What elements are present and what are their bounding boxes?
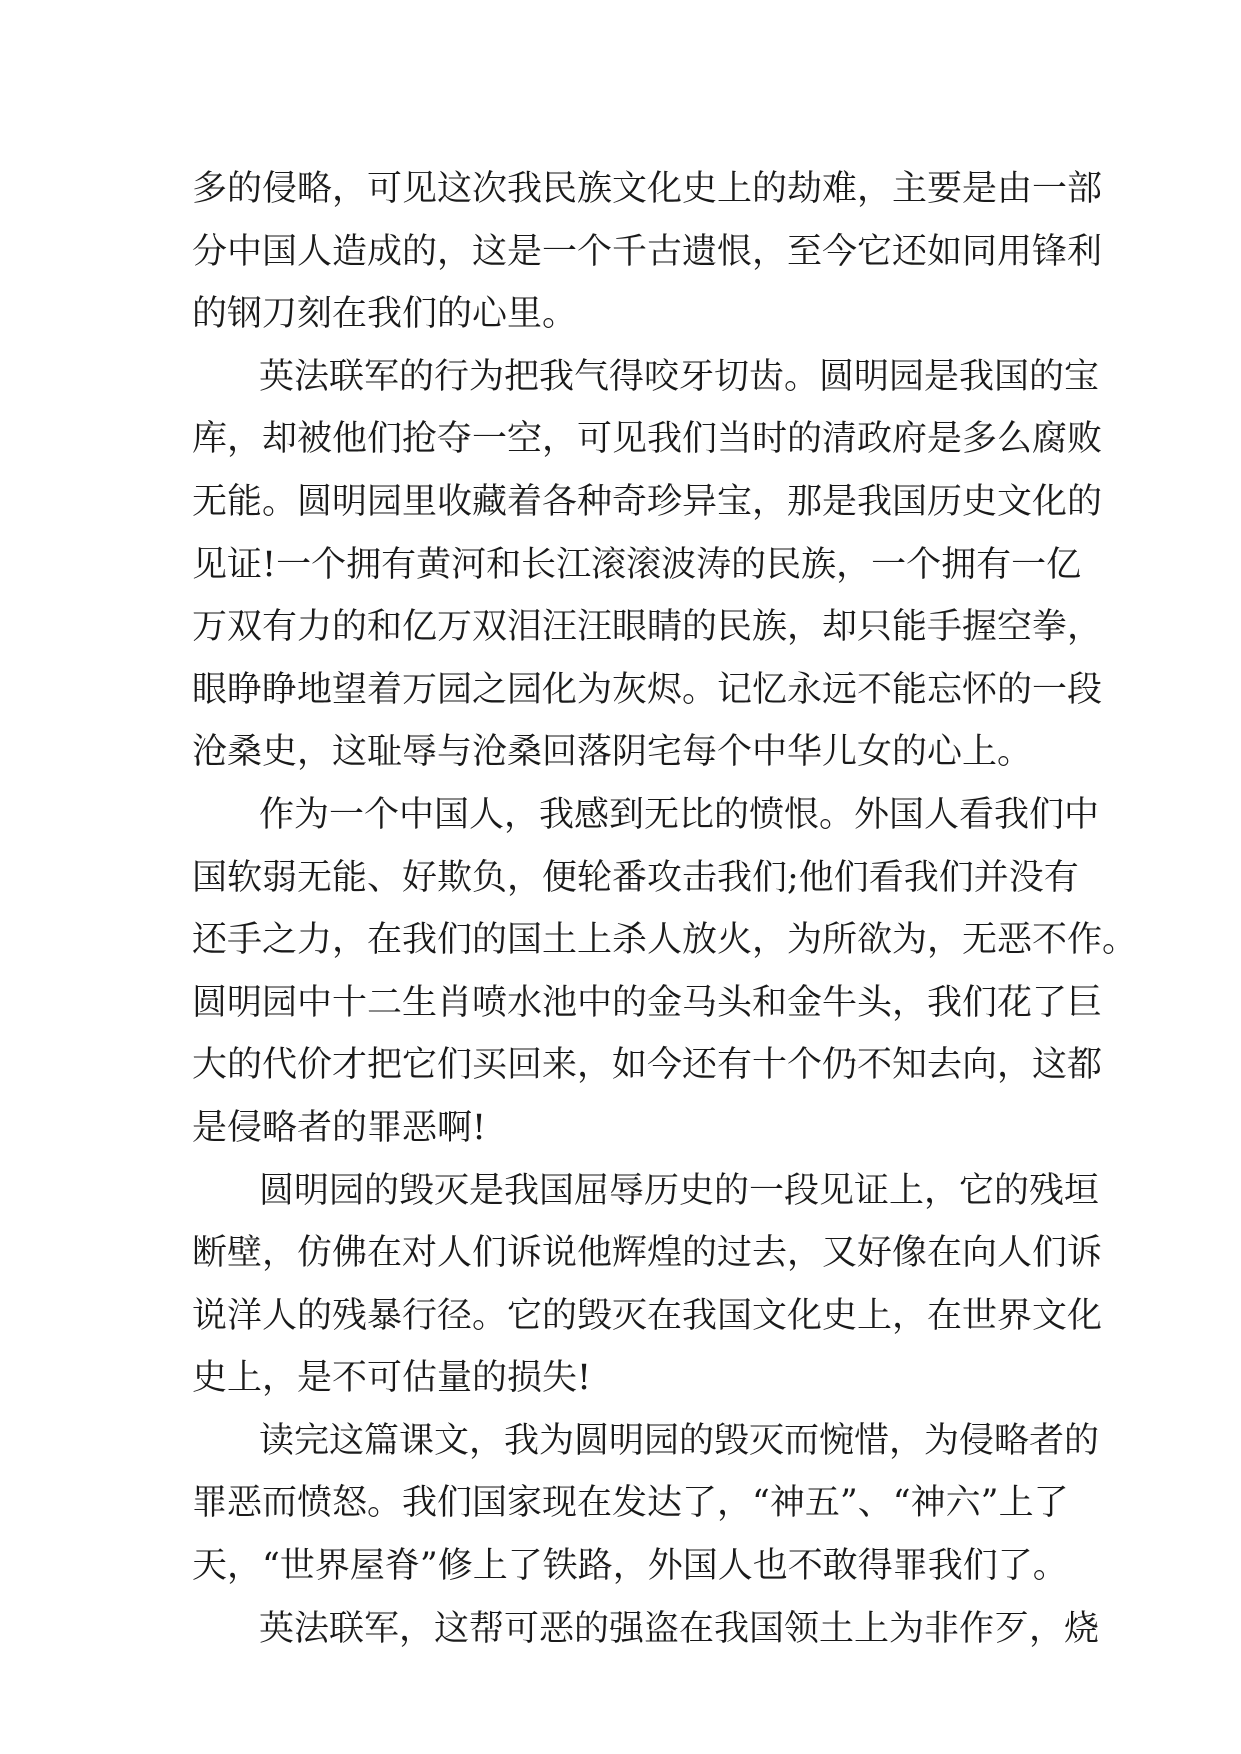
text-line: 多的侵略，可见这次我民族文化史上的劫难，主要是由一部	[192, 169, 1103, 209]
text-line: 史上，是不可估量的损失!	[192, 1358, 592, 1399]
text-line: 沧桑史，这耻辱与沧桑回落阴宅每个中华儿女的心上。	[192, 732, 1033, 773]
paragraph	[192, 1410, 1100, 1598]
text-line: 的钢刀刻在我们的心里。	[192, 294, 578, 335]
text-line: 还手之力，在我们的国土上杀人放火，为所欲为，无恶不作。	[192, 920, 1138, 961]
text-line: 万双有力的和亿万双泪汪汪眼睛的民族，却只能手握空拳，	[192, 607, 1103, 648]
text-line: 圆明园中十二生肖喷水池中的金马头和金牛头，我们花了巨	[192, 982, 1103, 1023]
text-line: 读完这篇课文，我为圆明园的毁灭而惋惜，为侵略者的	[259, 1420, 1100, 1461]
text-line: 无能。圆明园里收藏着各种奇珍异宝，那是我国历史文化的	[192, 481, 1103, 522]
text-line: 分中国人造成的，这是一个千古遗恨，至今它还如同用锋利	[192, 231, 1103, 272]
text-line: 眼睁睁地望着万园之园化为灰烬。记忆永远不能忘怀的一段	[192, 669, 1103, 710]
paragraph	[192, 1160, 1103, 1410]
text-line: 天，“世界屋脊”修上了铁路，外国人也不敢得罪我们了。	[192, 1546, 1068, 1587]
text-line: 大的代价才把它们买回来，如今还有十个仍不知去向，这都	[192, 1045, 1103, 1086]
paragraph	[192, 346, 1103, 784]
paragraph	[192, 158, 1103, 346]
text-line: 国软弱无能、好欺负，便轮番攻击我们;他们看我们并没有	[192, 857, 1079, 898]
paragraph	[192, 784, 1138, 1160]
text-line: 英法联军，这帮可恶的强盗在我国领土上为非作歹，烧	[259, 1608, 1100, 1649]
text-line: 说洋人的残暴行径。它的毁灭在我国文化史上，在世界文化	[192, 1295, 1103, 1336]
text-line: 见证!一个拥有黄河和长江滚滚波涛的民族，一个拥有一亿	[192, 544, 1082, 585]
text-line: 作为一个中国人，我感到无比的愤恨。外国人看我们中	[259, 794, 1100, 835]
text-line: 是侵略者的罪恶啊!	[192, 1107, 487, 1148]
text-line: 英法联军的行为把我气得咬牙切齿。圆明园是我国的宝	[259, 356, 1100, 397]
paragraph	[192, 1598, 1100, 1661]
text-line: 圆明园的毁灭是我国屈辱历史的一段见证上，它的残垣	[259, 1170, 1100, 1211]
body-text	[192, 158, 1138, 1660]
text-line: 库，却被他们抢夺一空，可见我们当时的清政府是多么腐败	[192, 419, 1103, 460]
text-line: 断壁，仿佛在对人们诉说他辉煌的过去，又好像在向人们诉	[192, 1233, 1103, 1274]
text-line: 罪恶而愤怒。我们国家现在发达了，“神五”、“神六”上了	[192, 1483, 1069, 1524]
